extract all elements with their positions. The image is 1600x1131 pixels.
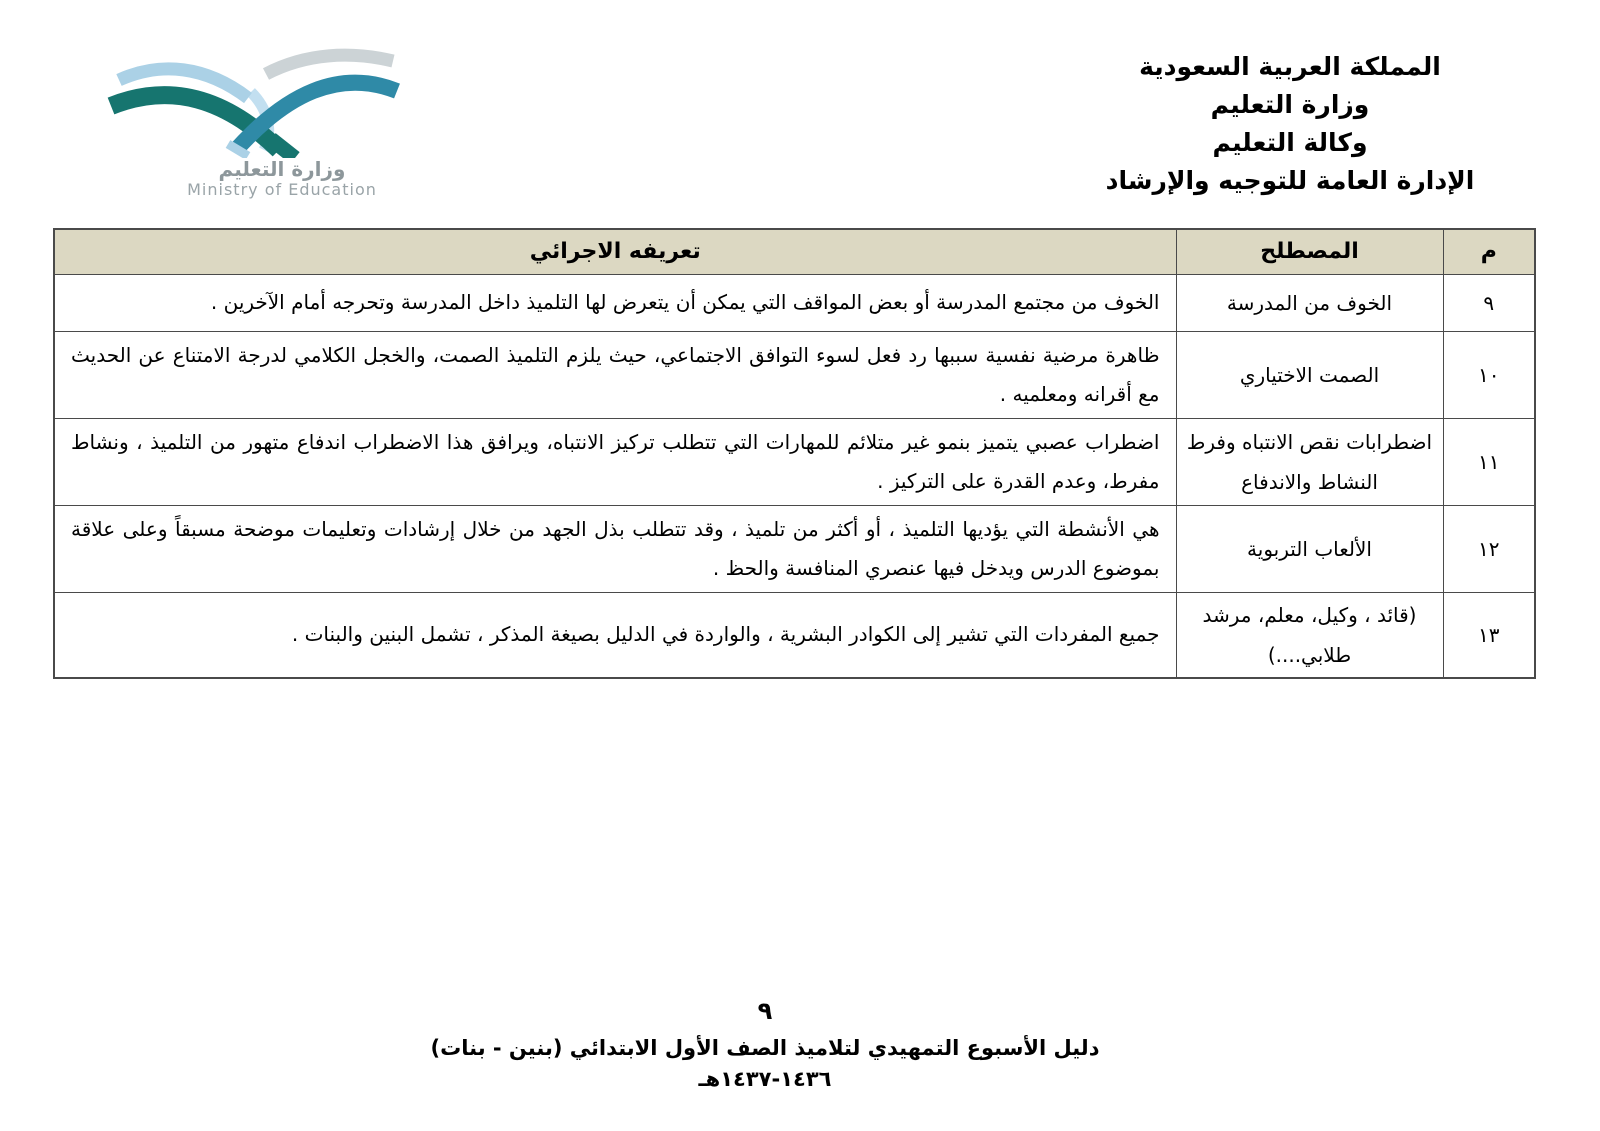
row-definition: اضطراب عصبي يتميز بنمو غير متلائم للمهارات التي تتطلب تركيز الانتباه، ويرافق هذا الاضطراب اندفاع متهور من التلميذ ، ونشاط مفرط، وعدم القدرة على التركيز .: [54, 418, 1176, 505]
row-term: اضطرابات نقص الانتباه وفرط النشاط والاندفاع: [1176, 418, 1443, 505]
org-line-agency: وكالة التعليم: [1212, 128, 1368, 157]
table-row: [54, 274, 1535, 331]
table-row: [54, 505, 1535, 592]
row-term: الألعاب التربوية: [1176, 505, 1443, 592]
row-number: ١٣: [1443, 592, 1535, 678]
row-definition: ظاهرة مرضية نفسية سببها رد فعل لسوء التوافق الاجتماعي، حيث يلزم التلميذ الصمت، والخجل الكلامي لدرجة الامتناع عن الحديث مع أقرانه ومعلميه .: [54, 331, 1176, 418]
row-term: الخوف من المدرسة: [1176, 274, 1443, 331]
row-number: ٩: [1443, 274, 1535, 331]
row-number: ١٢: [1443, 505, 1535, 592]
row-number: ١٠: [1443, 331, 1535, 418]
row-term: (قائد ، وكيل، معلم، مرشد طلابي....): [1176, 592, 1443, 678]
table-header-row: [54, 229, 1535, 274]
org-header: [1070, 48, 1510, 200]
logo-english-name: Ministry of Education: [187, 180, 377, 199]
document-title: دليل الأسبوع التمهيدي لتلاميذ الصف الأول الابتدائي (بنين - بنات): [430, 1036, 1100, 1060]
ministry-logo-icon: [100, 46, 412, 158]
page-number: ٩: [757, 997, 773, 1025]
document-hijri-years: ١٤٣٦-١٤٣٧هـ: [698, 1067, 832, 1091]
ministry-logo: [100, 46, 412, 199]
org-line-country: المملكة العربية السعودية: [1139, 52, 1441, 81]
row-number: ١١: [1443, 418, 1535, 505]
table-row: [54, 418, 1535, 505]
org-line-administration: الإدارة العامة للتوجيه والإرشاد: [1105, 166, 1475, 195]
org-line-ministry: وزارة التعليم: [1210, 90, 1370, 119]
page-footer: [0, 995, 1530, 1094]
table-row: [54, 592, 1535, 678]
table-row: [54, 331, 1535, 418]
terms-table: [53, 228, 1536, 679]
row-definition: جميع المفردات التي تشير إلى الكوادر البشرية ، والواردة في الدليل بصيغة المذكر ، تشمل البنين والبنات .: [54, 592, 1176, 678]
column-header-term: المصطلح: [1176, 229, 1443, 274]
row-definition: الخوف من مجتمع المدرسة أو بعض المواقف التي يمكن أن يتعرض لها التلميذ داخل المدرسة وتحرجه أمام الآخرين .: [54, 274, 1176, 331]
column-header-number: م: [1443, 229, 1535, 274]
row-term: الصمت الاختياري: [1176, 331, 1443, 418]
logo-arabic-name: وزارة التعليم: [218, 157, 346, 181]
column-header-definition: تعريفه الاجرائي: [54, 229, 1176, 274]
row-definition: هي الأنشطة التي يؤديها التلميذ ، أو أكثر من تلميذ ، وقد تتطلب بذل الجهد من خلال إرشادات وتعليمات موضحة مسبقاً وعلى علاقة بموضوع الدرس ويدخل فيها عنصري المنافسة والحظ .: [54, 505, 1176, 592]
